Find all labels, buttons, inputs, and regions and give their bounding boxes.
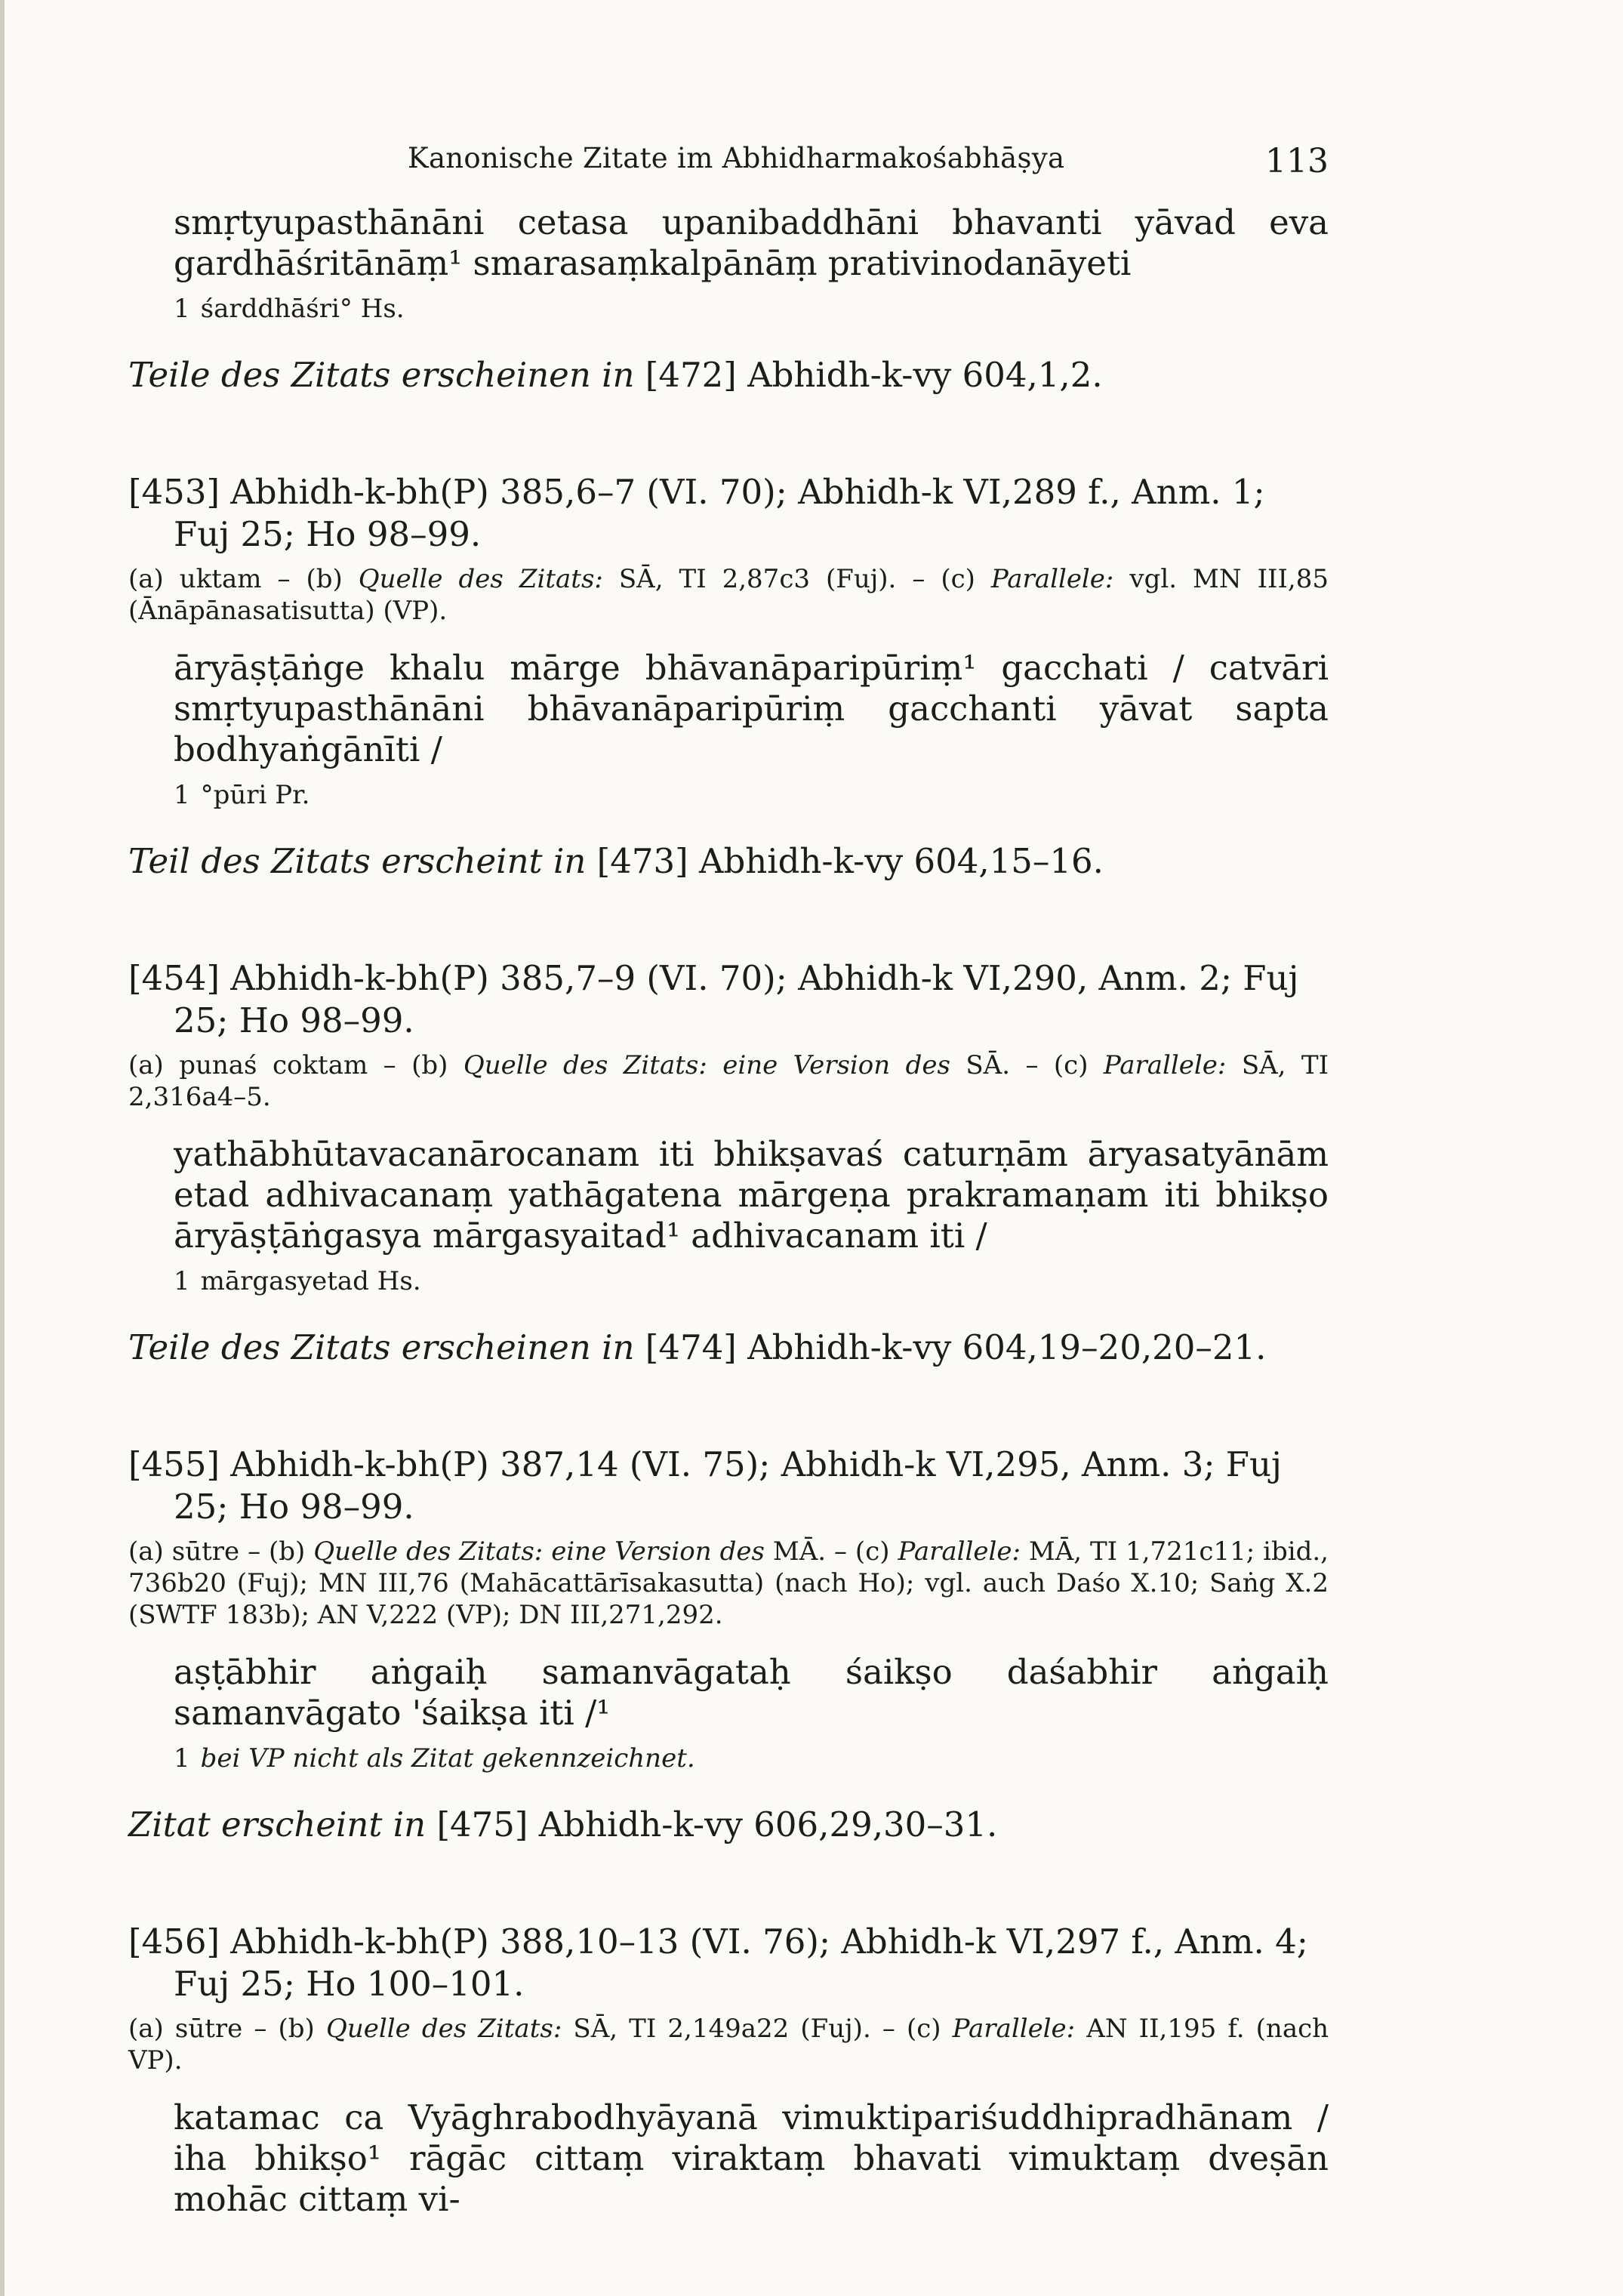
entry-footnote [128, 779, 1329, 811]
notes-c: vgl. MN III,85 (Ānāpānasatisutta) (VP). [128, 564, 1329, 626]
footnote-text: bei VP nicht als Zitat gekennzeichnet. [200, 1743, 695, 1774]
notes-b-label: Quelle des Zitats: eine Version des [313, 1536, 765, 1567]
entry-quote: katamac ca Vyāghrabodhyāyanā vimuktipariśuddhipradhānam / iha bhikṣo¹ rāgāc cittaṃ viraktaṃ bhavati vimuktaṃ dveṣān mohāc cittaṃ vi- [174, 2097, 1329, 2219]
intro-footnote [128, 293, 1329, 325]
entry-notes [128, 563, 1329, 627]
notes-b: MĀ. – (c) [772, 1536, 890, 1567]
entry-quote: āryāṣṭāṅge khalu mārge bhāvanāparipūriṃ¹ gacchati / catvāri smṛtyupasthānāni bhāvanāparipūriṃ gacchanti yāvat sapta bodhyaṅgānīti / [174, 648, 1329, 769]
entry-cross-reference [128, 1327, 1329, 1368]
notes-b: SĀ. – (c) [965, 1050, 1089, 1080]
cross-reference-label: Zitat erscheint in [128, 1804, 427, 1845]
cross-reference-label: Teile des Zitats erscheinen in [128, 355, 635, 395]
cross-reference-target: [475] Abhidh-k-vy 606,29,30–31. [436, 1804, 998, 1845]
notes-c-label: Parallele: [1103, 1050, 1227, 1080]
footnote-number: 1 [174, 1743, 190, 1774]
footnote-text: śarddhāśri° Hs. [200, 294, 405, 324]
page-number: 113 [1265, 142, 1329, 180]
entry-notes [128, 2013, 1329, 2076]
notes-b-label: Quelle des Zitats: [325, 2014, 562, 2044]
entry-heading: [454] Abhidh-k-bh(P) 385,7–9 (VI. 70); Abhidh-k VI,290, Anm. 2; Fuj 25; Ho 98–99. [128, 958, 1299, 1040]
notes-b-label: Quelle des Zitats: eine Version des [463, 1050, 950, 1080]
notes-c-label: Parallele: [898, 1536, 1021, 1567]
notes-c-label: Parallele: [990, 564, 1114, 594]
intro-quote: smṛtyupasthānāni cetasa upanibaddhāni bhavanti yāvad eva gardhāśritānāṃ¹ smarasaṃkalpānāṃ prativinodanāyeti [174, 202, 1329, 283]
intro-cross-reference [128, 355, 1329, 396]
entry-quote: aṣṭābhir aṅgaiḥ samanvāgataḥ śaikṣo daśabhir aṅgaiḥ samanvāgato 'śaikṣa iti /¹ [174, 1652, 1329, 1733]
entry-455 [128, 1444, 1329, 1845]
entry-notes [128, 1049, 1329, 1113]
entry-footnote [128, 1265, 1329, 1297]
entry-notes [128, 1536, 1329, 1631]
notes-c: SĀ, TI 2,316a4–5. [128, 1050, 1329, 1112]
cross-reference-label: Teile des Zitats erscheinen in [128, 1327, 635, 1367]
notes-c: AN II,195 f. (nach VP). [128, 2014, 1329, 2076]
footnote-number: 1 [174, 1266, 190, 1296]
entry-453 [128, 471, 1329, 882]
footnote-number: 1 [174, 294, 190, 324]
notes-b: SĀ, TI 2,149a22 (Fuj). – (c) [573, 2014, 941, 2044]
entry-heading: [453] Abhidh-k-bh(P) 385,6–7 (VI. 70); Abhidh-k VI,289 f., Anm. 1; Fuj 25; Ho 98–99. [128, 472, 1265, 554]
entry-cross-reference [128, 841, 1329, 882]
notes-b-label: Quelle des Zitats: [358, 564, 603, 594]
notes-c-label: Parallele: [952, 2014, 1076, 2044]
entry-456 [128, 1921, 1329, 2220]
notes-a: (a) uktam – (b) [128, 564, 343, 594]
entry-heading: [456] Abhidh-k-bh(P) 388,10–13 (VI. 76); Abhidh-k VI,297 f., Anm. 4; Fuj 25; Ho 100–101. [128, 1922, 1308, 2004]
cross-reference-target: [474] Abhidh-k-vy 604,19–20,20–21. [645, 1327, 1267, 1367]
notes-a: (a) sūtre – (b) [128, 2014, 315, 2044]
notes-a: (a) punaś coktam – (b) [128, 1050, 448, 1080]
body-text [128, 202, 1329, 2220]
notes-b: SĀ, TI 2,87c3 (Fuj). – (c) [618, 564, 975, 594]
entry-quote: yathābhūtavacanārocanam iti bhikṣavaś caturṇām āryasatyānām etad adhivacanaṃ yathāgatena mārgeṇa prakramaṇam iti bhikṣo āryāṣṭāṅgasya mārgasyaitad¹ adhivacanam iti / [174, 1134, 1329, 1256]
notes-c: MĀ, TI 1,721c11; ibid., 736b20 (Fuj); MN III,76 (Mahācattārīsakasutta) (nach Ho); vgl. auch Daśo X.10; Saṅg X.2 (SWTF 183b); AN V,222 (VP); DN III,271,292. [128, 1536, 1329, 1630]
notes-a: (a) sūtre – (b) [128, 1536, 306, 1567]
running-title: Kanonische Zitate im Abhidharmakośabhāṣya [408, 142, 1065, 174]
entry-cross-reference [128, 1804, 1329, 1845]
cross-reference-target: [473] Abhidh-k-vy 604,15–16. [596, 841, 1104, 881]
cross-reference-target: [472] Abhidh-k-vy 604,1,2. [645, 355, 1103, 395]
cross-reference-label: Teil des Zitats erscheint in [128, 841, 587, 881]
page-header [377, 142, 1329, 187]
footnote-text: °pūri Pr. [200, 780, 310, 810]
entry-454 [128, 957, 1329, 1368]
entry-heading: [455] Abhidh-k-bh(P) 387,14 (VI. 75); Abhidh-k VI,295, Anm. 3; Fuj 25; Ho 98–99. [128, 1444, 1282, 1527]
page-edge [0, 0, 5, 2296]
entry-footnote [128, 1743, 1329, 1774]
footnote-text: mārgasyetad Hs. [200, 1266, 421, 1296]
footnote-number: 1 [174, 780, 190, 810]
